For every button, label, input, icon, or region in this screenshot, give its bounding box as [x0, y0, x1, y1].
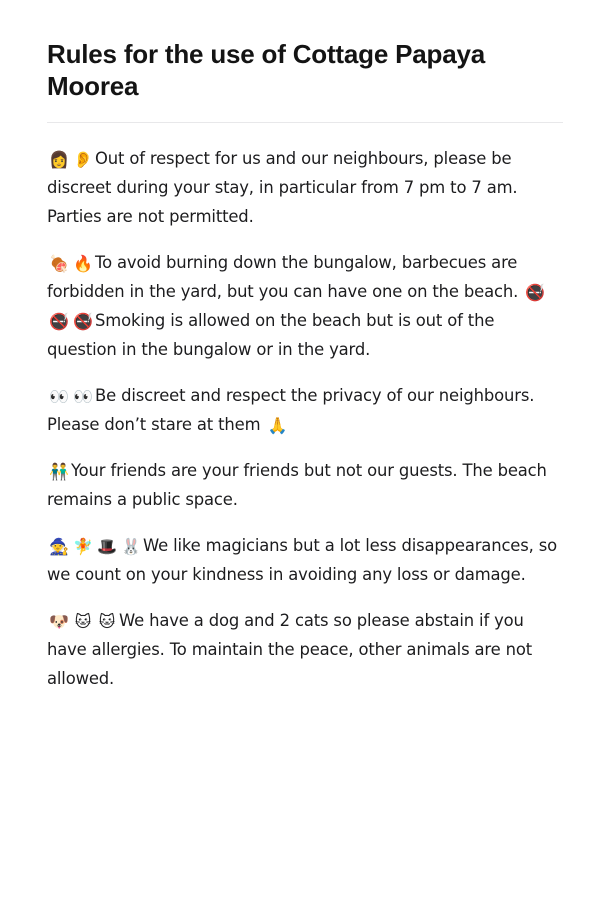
rule-paragraph [47, 531, 567, 589]
cat-face-icon: 🐱 [74, 612, 92, 631]
folded-hands-icon: 🙏 [267, 416, 288, 435]
page-title: Rules for the use of Cottage Papaya Moorea [47, 39, 485, 101]
eyes-icon: 👀 [49, 387, 69, 406]
rule-text: Be discreet and respect the privacy of our neighbours. Please don’t stare at them [47, 386, 535, 434]
two-people-icon: 👬 [49, 462, 69, 481]
rule-paragraph [47, 456, 567, 514]
rule-text: We like magicians but a lot less disappearances, so we count on your kindness in avoiding any loss or damage. [47, 536, 558, 584]
rule-paragraph [47, 144, 567, 231]
top-hat-icon: 🎩 [97, 537, 117, 556]
rule-text: Out of respect for us and our neighbours, please be discreet during your stay, in particular from 7 pm to 7 am. Parties are not permitted. [47, 149, 518, 226]
rules-list [47, 144, 567, 693]
fairy-icon: 🧚 [73, 537, 93, 556]
no-smoking-icon: 🚭 [49, 312, 69, 331]
rule-paragraph [47, 381, 567, 439]
meat-on-bone-icon: 🍖 [49, 254, 69, 273]
rule-text: To avoid burning down the bungalow, barbecues are forbidden in the yard, but you can have one on the beach. [47, 253, 524, 301]
no-smoking-icon: 🚭 [73, 312, 93, 331]
cat-face-icon: 🐱 [98, 612, 116, 631]
eyes-icon: 👀 [73, 387, 93, 406]
no-smoking-icon: 🚭 [525, 283, 546, 302]
title-divider [47, 122, 563, 123]
rule-paragraph [47, 606, 567, 693]
dog-face-icon: 🐶 [49, 612, 69, 631]
rule-text: We have a dog and 2 cats so please abstain if you have allergies. To maintain the peace, other animals are not allowed. [47, 611, 533, 688]
rabbit-icon: 🐰 [121, 537, 141, 556]
fire-icon: 🔥 [73, 254, 93, 273]
rule-text: Your friends are your friends but not our guests. The beach remains a public space. [47, 461, 547, 509]
ear-icon: 👂 [73, 150, 93, 169]
wizard-icon: 🧙 [49, 537, 69, 556]
rule-text: Smoking is allowed on the beach but is out of the question in the bungalow or in the yard. [47, 311, 495, 359]
rules-page [47, 38, 567, 710]
person-icon: 👩 [49, 150, 69, 169]
rule-paragraph [47, 248, 567, 364]
